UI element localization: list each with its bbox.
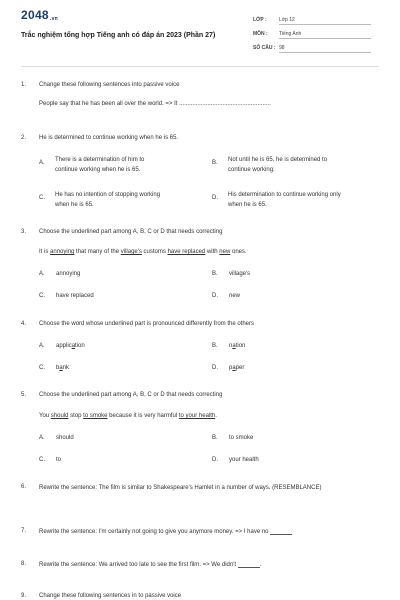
underlined-letter: a [59,365,63,371]
question-number: 8. [21,561,27,567]
question-text: Choose the underlined part among A, B, C or D that needs correcting [39,229,223,235]
sentence-part: with [205,249,220,255]
option-text [229,365,244,371]
word-part: p [229,365,233,371]
meta-subject [253,31,371,39]
option-text: to smoke [229,435,254,441]
underlined-letter: a [232,343,236,349]
question-number: 9. [21,593,27,599]
option-text: Not until he is 65, he is determined to [228,157,328,163]
sentence-part: It is [39,249,51,255]
option-letter: A. [39,271,45,277]
question-text [39,528,292,535]
meta-label: LỚP : [253,17,267,23]
question-number: 7. [21,528,27,534]
meta-label: MÔN : [253,31,268,37]
question-text: Change these following sentences into passive voice [39,82,180,88]
sentence-part: stop [68,413,84,419]
option-text: continue working. [228,167,275,173]
sentence-part: ones. [230,249,247,255]
question-line: People say that he has been all over the world. => It ....................................................... [39,101,271,107]
option-letter: A. [39,435,45,441]
option-letter: B. [212,271,218,277]
option-text: when he is 65. [228,202,267,208]
option-text [229,343,245,349]
option-text: should [56,435,74,441]
sentence-part: You [39,413,51,419]
word-part: tion [75,343,85,349]
page-title: Trắc nghiệm tổng hợp Tiếng anh có đáp án 2023 (Phần 27) [21,32,216,39]
word-part: tion [235,343,246,349]
option-text: There is a determination of him to [55,157,145,163]
option-letter: D. [212,457,218,463]
word-part: applic [56,343,72,349]
question-text: Rewrite the sentence: We arrived too late to see the first film. => We didn't . [39,562,262,568]
meta-value: 98 [279,45,371,53]
sentence-part: customs [141,249,168,255]
option-letter: C. [39,365,45,371]
option-text: when he is 65. [55,202,94,208]
option-letter: C. [39,457,45,463]
question-text: Change these following sentences in to passive voice [39,593,182,599]
option-text: have replaced [56,293,94,299]
option-letter: C. [39,195,45,201]
question-number: 1. [21,82,27,88]
word-part: per [235,365,245,371]
underlined-letter: a [71,343,76,349]
option-letter: B. [212,160,218,166]
question-text: He is determined to continue working when he is 65. [39,135,179,141]
question-number: 3. [21,229,27,235]
option-text: new [229,293,241,299]
option-text: His determination to continue working only [228,192,341,198]
underlined-part: have replaced [167,249,206,255]
question-line [39,249,247,255]
question-text: Rewrite the sentence: We arrived too late to see the first film. => We didn't [39,562,237,568]
logo-text: 2048 [21,8,49,22]
option-text: He has no intention of stopping working [55,192,161,198]
underlined-part: village's [120,249,142,255]
underlined-part: new [219,249,231,255]
meta-value: Tiếng Anh [279,31,371,39]
meta-label: SỐ CÂU : [253,45,276,51]
meta-value: Lớp 12 [279,17,371,25]
option-text: annoying [56,271,81,277]
question-text: Rewrite the sentence: The film is similar to Shakespeare's Hamlet in a number of ways. (RESEMBLANCE) [39,485,322,491]
divider [21,66,379,67]
option-text: village's [229,271,251,277]
option-text [56,343,85,349]
underlined-part: to smoke [83,413,108,419]
option-letter: B. [212,435,218,441]
option-letter: D. [212,293,218,299]
logo[interactable] [21,8,58,22]
question-text: Rewrite the sentence: I'm certainly not going to give you anymore money. => I have no [39,529,269,535]
option-text [56,365,69,371]
underlined-letter: a [232,365,236,371]
sentence-part: that many of the [74,249,121,255]
option-letter: A. [39,160,45,166]
question-text: Choose the word whose underlined part is pronounced differently from the others [39,321,255,327]
word-part: nk [62,365,70,371]
underlined-part: should [50,413,69,419]
meta-class [253,17,371,25]
option-letter: C. [39,293,45,299]
option-letter: B. [212,343,218,349]
option-letter: A. [39,343,45,349]
sentence-part: . [215,413,217,419]
question-number: 5. [21,392,27,398]
word-part: b [56,365,60,371]
answer-blank[interactable] [270,528,292,535]
question-text: Choose the underlined part among A, B, C or D that needs correcting [39,392,223,398]
underlined-part: to your health [178,413,216,419]
question-line [39,413,217,419]
option-text: to [56,457,62,463]
question-number: 2. [21,135,27,141]
meta-count [253,45,371,53]
answer-blank[interactable] [238,561,260,568]
option-text: continue working when he is 65. [55,167,141,173]
option-text: your health [229,457,259,463]
word-part: n [229,343,233,349]
header [0,0,400,66]
question-number: 4. [21,321,27,327]
question-number: 6. [21,484,27,490]
sentence-part: because it is very harmful [107,413,179,419]
option-letter: D. [212,195,218,201]
logo-suffix: .vn [49,16,59,22]
option-letter: D. [212,365,218,371]
underlined-part: annoying [50,249,75,255]
